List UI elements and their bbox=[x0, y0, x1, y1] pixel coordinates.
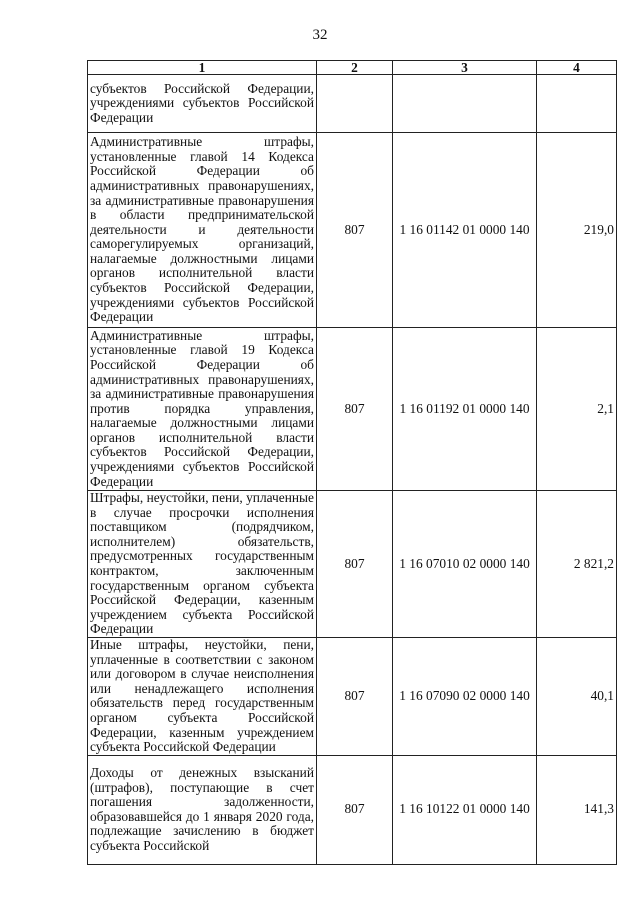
row-description: Административные штрафы, установленные главой 14 Кодекса Российской Федерации об административных правонарушениях, за административные правонарушения в области предпринимательской деятельности и деятельности саморегулируемых организаций, налагаемые должностными лицами органов исполнительной власти субъектов Российской Федерации, учреждениями субъектов Российской Федерации bbox=[88, 133, 317, 328]
row-amount: 2 821,2 bbox=[537, 491, 617, 638]
row-description: Административные штрафы, установленные главой 19 Кодекса Российской Федерации об административных правонарушениях, за административные правонарушения против порядка управления, налагаемые должностными лицами органов исполнительной власти субъектов Российской Федерации, учреждениями субъектов Российской Федерации bbox=[88, 328, 317, 491]
row-amount: 40,1 bbox=[537, 638, 617, 756]
row-description: субъектов Российской Федерации, учреждениями субъектов Российской Федерации bbox=[88, 75, 317, 133]
row-amount: 219,0 bbox=[537, 133, 617, 328]
table-row bbox=[88, 328, 617, 491]
row-budget-code: 1 16 10122 01 0000 140 bbox=[393, 755, 537, 864]
row-admin-code: 807 bbox=[317, 638, 393, 756]
row-amount: 141,3 bbox=[537, 755, 617, 864]
column-header-3: 3 bbox=[393, 61, 537, 75]
row-admin-code: 807 bbox=[317, 328, 393, 491]
row-description: Штрафы, неустойки, пени, уплаченные в случае просрочки исполнения поставщиком (подрядчиком, исполнителем) обязательств, предусмотренных государственным контрактом, заключенным государственным органом субъекта Российской Федерации, казенным учреждением субъекта Российской Федерации bbox=[88, 491, 317, 638]
row-description: Иные штрафы, неустойки, пени, уплаченные в соответствии с законом или договором в случае неисполнения или ненадлежащего исполнения обязательств перед государственным органом субъекта Российской Федерации, казенным учреждением субъекта Российской Федерации bbox=[88, 638, 317, 756]
column-header-2: 2 bbox=[317, 61, 393, 75]
row-budget-code: 1 16 07090 02 0000 140 bbox=[393, 638, 537, 756]
page-number: 32 bbox=[312, 27, 328, 43]
row-admin-code: 807 bbox=[317, 133, 393, 328]
table-row bbox=[88, 133, 617, 328]
column-header-4: 4 bbox=[537, 61, 617, 75]
row-budget-code bbox=[393, 75, 537, 133]
row-admin-code: 807 bbox=[317, 755, 393, 864]
row-budget-code: 1 16 07010 02 0000 140 bbox=[393, 491, 537, 638]
row-admin-code: 807 bbox=[317, 491, 393, 638]
table-header-row bbox=[88, 61, 617, 75]
row-admin-code bbox=[317, 75, 393, 133]
row-budget-code: 1 16 01142 01 0000 140 bbox=[393, 133, 537, 328]
column-header-1: 1 bbox=[88, 61, 317, 75]
table-row bbox=[88, 75, 617, 133]
table-row bbox=[88, 638, 617, 756]
table-row bbox=[88, 491, 617, 638]
revenue-table bbox=[87, 60, 617, 865]
row-budget-code: 1 16 01192 01 0000 140 bbox=[393, 328, 537, 491]
row-amount: 2,1 bbox=[537, 328, 617, 491]
row-amount bbox=[537, 75, 617, 133]
row-description: Доходы от денежных взысканий (штрафов), поступающие в счет погашения задолженности, образовавшейся до 1 января 2020 года, подлежащие зачислению в бюджет субъекта Российской bbox=[88, 755, 317, 864]
table-row bbox=[88, 755, 617, 864]
